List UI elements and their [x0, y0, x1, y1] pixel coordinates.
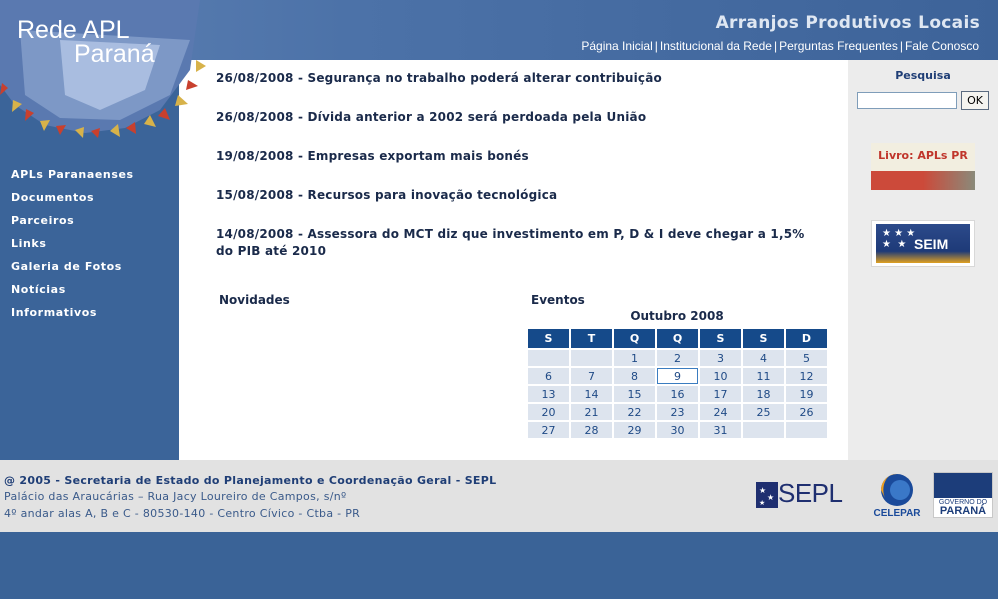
logo-line1: Rede APL	[17, 16, 130, 44]
right-column	[848, 60, 998, 460]
sepl-stars-icon	[756, 482, 778, 508]
banner-livro-label: Livro: APLs PR	[878, 149, 968, 162]
weekday-header: S	[700, 329, 741, 348]
calendar-day[interactable]: 30	[657, 422, 698, 438]
calendar-empty-cell	[786, 422, 827, 438]
calendar-day[interactable]: 23	[657, 404, 698, 420]
news-item	[216, 70, 816, 87]
calendar-day[interactable]: 20	[528, 404, 569, 420]
stars-icon: ★ ★ ★ ★ ★	[882, 228, 916, 250]
calendar-day[interactable]: 26	[786, 404, 827, 420]
footer-address-2: 4º andar alas A, B e C - 80530-140 - Centro Cívico - Ctba - PR	[4, 507, 361, 520]
svg-text:★: ★	[767, 493, 775, 502]
weekday-header: S	[528, 329, 569, 348]
weekday-header: Q	[657, 329, 698, 348]
search-ok-button[interactable]: OK	[961, 91, 989, 110]
calendar-day[interactable]: 2	[657, 350, 698, 366]
calendar-empty-cell	[743, 422, 784, 438]
calendar-day[interactable]: 27	[528, 422, 569, 438]
svg-text:★: ★	[759, 486, 767, 495]
calendar-day[interactable]: 31	[700, 422, 741, 438]
site-logo[interactable]	[0, 0, 210, 138]
calendar-day[interactable]: 28	[571, 422, 612, 438]
calendar-day[interactable]: 14	[571, 386, 612, 402]
novidades-heading: Novidades	[219, 293, 290, 307]
celepar-logo[interactable]: CELEPAR	[869, 472, 925, 522]
top-nav: Página Inicial | Institucional da Rede | Perguntas Frequentes | Fale Conosco	[581, 39, 979, 53]
bottom-band	[0, 532, 998, 599]
sidebar-item-informativos[interactable]: Informativos	[11, 306, 98, 319]
sidebar-menu	[11, 163, 134, 324]
flag-icon	[934, 473, 992, 498]
main-content	[179, 60, 848, 460]
sidebar-item-noticias[interactable]: Notícias	[11, 283, 66, 296]
weekday-header: D	[786, 329, 827, 348]
calendar-day[interactable]: 21	[571, 404, 612, 420]
footer-copyright: @ 2005 - Secretaria de Estado do Planejamento e Coordenação Geral - SEPL	[4, 474, 497, 487]
sidebar-item-documentos[interactable]: Documentos	[11, 191, 95, 204]
calendar-day[interactable]: 13	[528, 386, 569, 402]
eventos-heading: Eventos	[531, 293, 585, 307]
calendar-day[interactable]: 5	[786, 350, 827, 366]
news-item	[216, 109, 816, 126]
weekday-header: T	[571, 329, 612, 348]
nav-institucional[interactable]: Institucional da Rede	[659, 39, 772, 53]
calendar-week-row	[528, 386, 827, 402]
nav-perguntas-frequentes[interactable]: Perguntas Frequentes	[779, 39, 898, 53]
calendar-week-row	[528, 404, 827, 420]
calendar-day[interactable]: 18	[743, 386, 784, 402]
sidebar-item-galeria-de-fotos[interactable]: Galeria de Fotos	[11, 260, 122, 273]
calendar-day[interactable]: 9	[657, 368, 698, 384]
brand-title: Arranjos Produtivos Locais	[715, 13, 980, 33]
calendar-day[interactable]: 6	[528, 368, 569, 384]
calendar-month: Outubro 2008	[630, 309, 724, 323]
search-label: Pesquisa	[895, 69, 951, 82]
news-item	[216, 187, 816, 204]
logo-line2: Paraná	[74, 40, 155, 68]
calendar-week-row	[528, 422, 827, 438]
celepar-globe-icon	[869, 472, 925, 508]
calendar-week-row	[528, 368, 827, 384]
footer-address: Palácio das Araucárias – Rua Jacy Loureiro de Campos, s/nº	[4, 490, 347, 503]
calendar-day[interactable]: 11	[743, 368, 784, 384]
calendar-day[interactable]: 24	[700, 404, 741, 420]
calendar-day[interactable]: 29	[614, 422, 655, 438]
calendar-day[interactable]: 16	[657, 386, 698, 402]
calendar-day[interactable]: 10	[700, 368, 741, 384]
calendar-empty-cell	[571, 350, 612, 366]
banner-seim-label: SEIM	[914, 236, 949, 252]
news-link[interactable]: 15/08/2008 - Recursos para inovação tecnológica	[216, 188, 558, 202]
governo-parana-logo[interactable]: GOVERNO DO PARANÁ	[933, 472, 993, 518]
search-input[interactable]	[857, 92, 957, 109]
calendar-day[interactable]: 8	[614, 368, 655, 384]
weekday-header: S	[743, 329, 784, 348]
banner-livro-apls[interactable]	[871, 143, 975, 190]
footer: @ 2005 - Secretaria de Estado do Planejamento e Coordenação Geral - SEPL Palácio das Araucárias – Rua Jacy Loureiro de Campos, s/nº 4º andar alas A, B e C - 80530-140 - Centro Cívico - Ctba - PR ★ ★ ★ SEPL CELEPAR GOVERNO DO PARANÁ	[0, 460, 998, 532]
calendar-day[interactable]: 1	[614, 350, 655, 366]
calendar-day[interactable]: 3	[700, 350, 741, 366]
news-link[interactable]: 26/08/2008 - Segurança no trabalho poderá alterar contribuição	[216, 71, 662, 85]
svg-text:★: ★	[759, 499, 766, 507]
calendar-body	[528, 350, 827, 438]
news-item	[216, 226, 816, 260]
calendar-day[interactable]: 7	[571, 368, 612, 384]
nav-pagina-inicial[interactable]: Página Inicial	[581, 39, 653, 53]
calendar-day[interactable]: 17	[700, 386, 741, 402]
news-link[interactable]: 26/08/2008 - Dívida anterior a 2002 será perdoada pela União	[216, 110, 647, 124]
calendar-day[interactable]: 25	[743, 404, 784, 420]
nav-fale-conosco[interactable]: Fale Conosco	[904, 39, 979, 53]
calendar-day[interactable]: 15	[614, 386, 655, 402]
sidebar-item-apls-paranaenses[interactable]: APLs Paranaenses	[11, 168, 134, 181]
calendar-week-row	[528, 350, 827, 366]
sidebar-item-links[interactable]: Links	[11, 237, 47, 250]
calendar-day[interactable]: 4	[743, 350, 784, 366]
sidebar-item-parceiros[interactable]: Parceiros	[11, 214, 75, 227]
news-link[interactable]: 19/08/2008 - Empresas exportam mais bonés	[216, 149, 529, 163]
events-calendar	[526, 327, 829, 440]
banner-seim[interactable]	[871, 220, 975, 267]
calendar-empty-cell	[528, 350, 569, 366]
news-item	[216, 148, 816, 165]
calendar-day[interactable]: 19	[786, 386, 827, 402]
calendar-day[interactable]: 12	[786, 368, 827, 384]
weekday-header: Q	[614, 329, 655, 348]
calendar-weekday-row	[528, 329, 827, 348]
calendar-day[interactable]: 22	[614, 404, 655, 420]
logo-emblem-icon	[0, 0, 210, 138]
news-link[interactable]: 14/08/2008 - Assessora do MCT diz que investimento em P, D & I deve chegar a 1,5% do PIB até 2010	[216, 227, 805, 258]
